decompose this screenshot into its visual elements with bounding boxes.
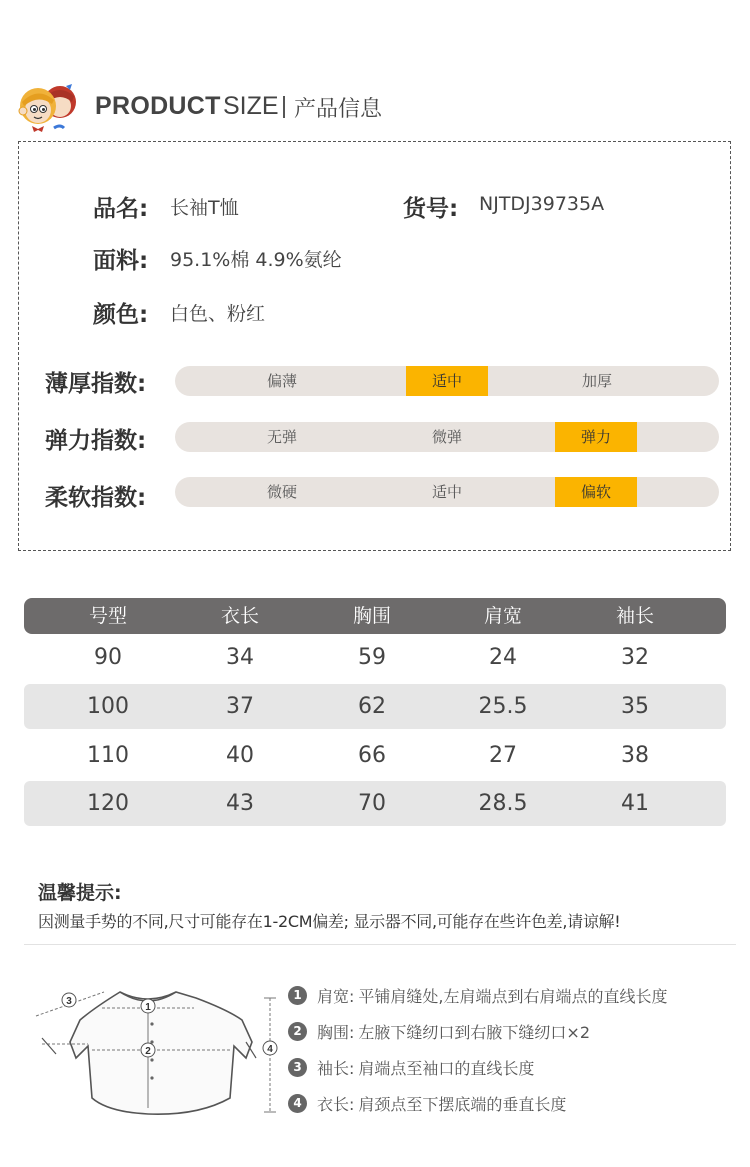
table-cell: 24 <box>489 645 517 670</box>
table-cell: 59 <box>358 645 386 670</box>
title-english-bold: PRODUCT <box>95 92 221 120</box>
elasticity-option-none: 无弹 <box>266 428 297 446</box>
svg-text:1: 1 <box>145 1002 151 1013</box>
elasticity-option-stretch-selected: 弹力 <box>555 422 637 452</box>
table-cell: 35 <box>621 694 649 719</box>
thickness-option-medium-selected: 适中 <box>406 366 488 396</box>
color-value: 白色、粉红 <box>170 303 266 325</box>
softness-option-medium: 适中 <box>431 483 462 501</box>
elasticity-index-bar <box>175 422 719 452</box>
table-cell: 25.5 <box>478 694 528 719</box>
title-chinese: 产品信息 <box>294 97 383 122</box>
thickness-option-thick: 加厚 <box>581 372 612 390</box>
measurement-label: 衣长: <box>317 1094 355 1114</box>
tips-title: 温馨提示: <box>38 882 122 904</box>
measurement-text: 平铺肩缝处,左肩端点到右肩端点的直线长度 <box>358 986 668 1006</box>
table-cell: 62 <box>358 694 386 719</box>
measurement-shoulder <box>288 983 668 1007</box>
table-cell: 43 <box>226 791 254 816</box>
table-cell: 110 <box>87 743 129 768</box>
svg-text:2: 2 <box>145 1046 151 1057</box>
title-divider <box>283 96 285 118</box>
table-row <box>24 733 726 778</box>
table-row <box>24 684 726 729</box>
measurement-text: 肩颈点至下摆底端的垂直长度 <box>358 1094 567 1114</box>
thickness-option-thin: 偏薄 <box>266 372 297 390</box>
measurement-text: 肩端点至袖口的直线长度 <box>358 1058 535 1078</box>
softness-index-bar <box>175 477 719 507</box>
table-cell: 90 <box>94 645 122 670</box>
measurement-label: 肩宽: <box>317 986 355 1006</box>
tips-text: 因测量手势的不同,尺寸可能存在1-2CM偏差; 显示器不同,可能存在些许色差,请谅解! <box>38 912 621 931</box>
table-cell: 70 <box>358 791 386 816</box>
brand-header <box>14 82 80 134</box>
measurement-label: 袖长: <box>317 1058 355 1078</box>
color-label: 颜色: <box>93 302 149 328</box>
sku-label: 货号: <box>403 196 459 222</box>
measurement-sleeve <box>288 1055 534 1079</box>
table-row <box>24 781 726 826</box>
product-name-value: 长袖T恤 <box>170 197 239 219</box>
table-cell: 66 <box>358 743 386 768</box>
fabric-label: 面料: <box>93 248 149 274</box>
number-badge: 3 <box>288 1058 307 1077</box>
table-cell: 40 <box>226 743 254 768</box>
column-header-size: 号型 <box>88 605 127 627</box>
elasticity-option-slight: 微弹 <box>431 428 462 446</box>
column-header-length: 衣长 <box>220 605 259 627</box>
softness-option-soft-selected: 偏软 <box>555 477 637 507</box>
garment-measurement-diagram <box>28 980 288 1120</box>
table-cell: 28.5 <box>478 791 528 816</box>
divider <box>24 944 736 945</box>
table-cell: 34 <box>226 645 254 670</box>
table-cell: 37 <box>226 694 254 719</box>
elasticity-index-label: 弹力指数: <box>45 428 147 454</box>
measurement-label: 胸围: <box>317 1022 355 1042</box>
table-cell: 27 <box>489 743 517 768</box>
column-header-chest: 胸围 <box>352 605 391 627</box>
product-name-label: 品名: <box>93 196 149 222</box>
sku-value: NJTDJ39735A <box>479 193 605 215</box>
column-header-sleeve: 袖长 <box>615 605 654 627</box>
table-cell: 120 <box>87 791 129 816</box>
number-badge: 2 <box>288 1022 307 1041</box>
table-cell: 100 <box>87 694 129 719</box>
softness-index-label: 柔软指数: <box>45 485 147 511</box>
number-badge: 1 <box>288 986 307 1005</box>
table-cell: 38 <box>621 743 649 768</box>
table-row <box>24 635 726 680</box>
measurement-length <box>288 1091 566 1115</box>
measurement-text: 左腋下缝纫口到右腋下缝纫口×2 <box>358 1022 590 1042</box>
measurement-chest <box>288 1019 590 1043</box>
brand-mascot-logo <box>14 82 80 134</box>
number-badge: 4 <box>288 1094 307 1113</box>
svg-text:3: 3 <box>66 996 72 1007</box>
thickness-index-label: 薄厚指数: <box>45 371 147 397</box>
table-cell: 32 <box>621 645 649 670</box>
fabric-value: 95.1%棉 4.9%氨纶 <box>170 249 342 271</box>
table-cell: 41 <box>621 791 649 816</box>
column-header-shoulder: 肩宽 <box>483 605 522 627</box>
svg-text:4: 4 <box>267 1044 273 1055</box>
thickness-index-bar <box>175 366 719 396</box>
product-info-box <box>18 141 731 551</box>
size-table-header <box>24 598 726 634</box>
softness-option-firm: 微硬 <box>266 483 297 501</box>
title-english-light: SIZE <box>223 92 279 120</box>
